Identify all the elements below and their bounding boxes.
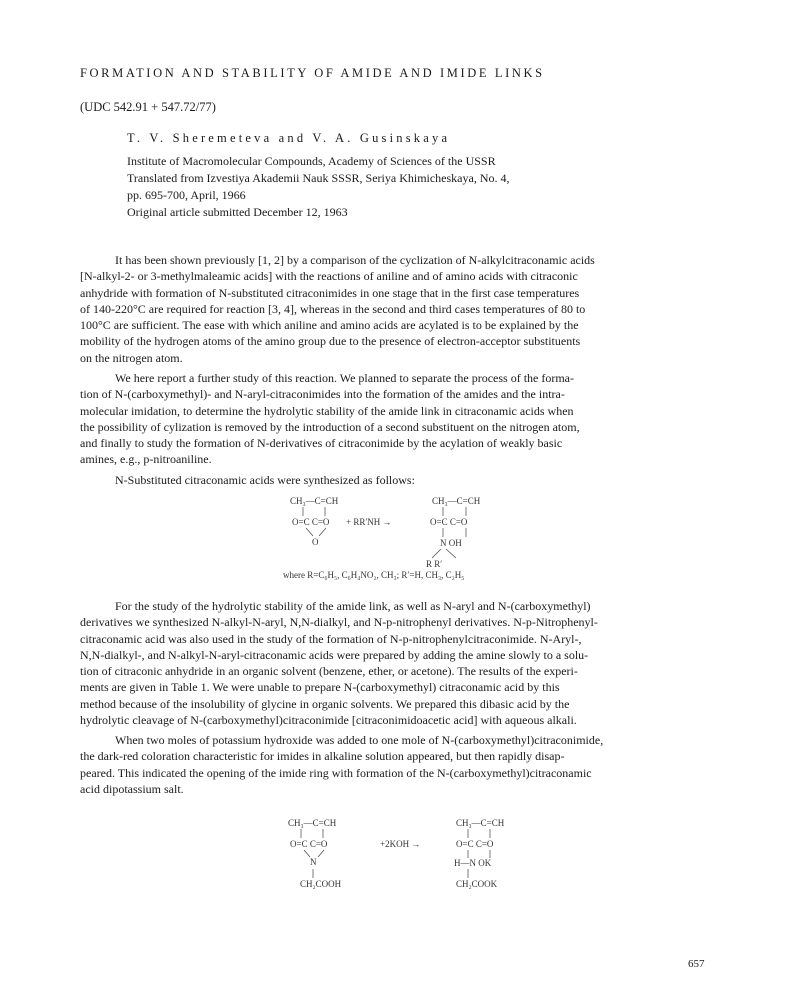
article-title: FORMATION AND STABILITY OF AMIDE AND IMIDE LINKS	[80, 66, 545, 80]
paragraph-plan	[80, 370, 730, 468]
scheme1-right-n: N OH	[440, 538, 462, 548]
text-line: acid dipotassium salt.	[80, 781, 184, 796]
reaction-scheme-1	[270, 492, 570, 582]
text-line: 100°C are sufficient. The ease with which aniline and amino acids are acylated is to be explained by the	[80, 318, 579, 333]
text-line: [N-alkyl-2- or 3-methylmaleamic acids] with the reactions of aniline and of amino acids with citraconic	[80, 269, 578, 284]
text-line: derivatives we synthesized N-alkyl-N-aryl, N,N-dialkyl, and N-p-nitrophenyl derivatives. N-p-Nitrophenyl-	[80, 615, 598, 630]
text-line: amines, e.g., p-nitroaniline.	[80, 452, 212, 467]
scheme2-right-bottom: CH₂COOK	[456, 879, 498, 889]
text-line: and finally to study the formation of N-derivatives of citraconimide by the acylation of weakly basic	[80, 436, 563, 451]
scheme2-left-n: N	[310, 857, 317, 867]
text-line: of 140-220°C are required for reaction [3, 4], whereas in the second and third cases temperatures of 80 to	[80, 301, 586, 316]
scheme1-where-note: where R=C₆H₅, C₆H₄NO₂, CH₃; R′=H, CH₃, C₂H₅	[283, 570, 465, 580]
text-line: N,N-dialkyl-, and N-alkyl-N-aryl-citraconamic acids were prepared by adding the amine slowly to a solu-	[80, 647, 589, 662]
udc-code: (UDC 542.91 + 547.72/77)	[80, 100, 216, 114]
text-line: We here report a further study of this reaction. We planned to separate the process of the forma-	[115, 371, 574, 385]
paragraph-synthesis	[80, 472, 730, 488]
scheme1-right-r: R R′	[426, 559, 443, 569]
affiliation-block	[127, 153, 727, 221]
scheme1-right-top: CH₃—C=CH	[432, 496, 481, 506]
text-line: It has been shown previously [1, 2] by a comparison of the cyclization of N-alkylcitraconamic acids	[115, 253, 595, 267]
scheme2-reagent: +2KOH →	[380, 839, 421, 849]
text-line: mobility of the hydrogen atoms of the amino group due to the presence of electron-acceptor substituents	[80, 334, 581, 349]
paragraph-koh	[80, 732, 730, 797]
authors: T. V. Sheremeteva and V. A. Gusinskaya	[127, 131, 451, 145]
scheme2-left-mid: O=C C=O	[290, 839, 328, 849]
text-line: citraconamic acid was also used in the study of the formation of N-p-nitrophenylcitraconimide. N-Aryl-,	[80, 631, 582, 646]
page-number: 657	[688, 958, 705, 970]
text-line: For the study of the hydrolytic stability of the amide link, as well as N-aryl and N-(carboxymethyl)	[115, 599, 591, 613]
affiliation-line: pp. 695-700, April, 1966	[127, 188, 246, 202]
affiliation-line: Original article submitted December 12, 1963	[127, 205, 348, 219]
text-line: the dark-red coloration characteristic for imides in alkaline solution appeared, but then rapidly disap-	[80, 749, 565, 764]
affiliation-line: Institute of Macromolecular Compounds, Academy of Sciences of the USSR	[127, 154, 496, 168]
paragraph-intro	[80, 252, 730, 366]
text-line: method because of the insolubility of glycine in organic solvents. We prepared this dibasic acid by the	[80, 696, 570, 711]
text-line: hydrolytic cleavage of N-(carboxymethyl)citraconimide [citraconimidoacetic acid] with aqueous alkali.	[80, 713, 577, 728]
scheme1-left-top: CH₃—C=CH	[290, 496, 339, 506]
scheme1-left-mid: O=C C=O	[292, 517, 330, 527]
scheme2-right-top: CH₃—C=CH	[456, 818, 505, 828]
text-line: ments are given in Table 1. We were unable to prepare N-(carboxymethyl) citraconamic acid by this	[80, 680, 560, 695]
text-line: tion of citraconic anhydride in an organic solvent (benzene, ether, or acetone). The results of the experi-	[80, 664, 578, 679]
affiliation-line: Translated from Izvestiya Akademii Nauk SSSR, Seriya Khimicheskaya, No. 4,	[127, 171, 510, 185]
text-line: When two moles of potassium hydroxide was added to one mole of N-(carboxymethyl)citraconimide,	[115, 733, 604, 747]
text-line: molecular imidation, to determine the hydrolytic stability of the amide link in citraconamic acids when	[80, 403, 574, 418]
scheme2-left-bottom: CH₂COOH	[300, 879, 342, 889]
paragraph-hydrolytic	[80, 598, 730, 728]
scheme2-left-top: CH₃—C=CH	[288, 818, 337, 828]
text-line: N-Substituted citraconamic acids were synthesized as follows:	[115, 473, 415, 487]
text-line: peared. This indicated the opening of the imide ring with formation of the N-(carboxymethyl)citraconamic	[80, 765, 592, 780]
text-line: the possibility of cylization is removed by the introduction of a second substituent on the nitrogen atom,	[80, 419, 580, 434]
text-line: tion of N-(carboxymethyl)- and N-aryl-citraconimides into the formation of the amides and the intra-	[80, 387, 565, 402]
scheme1-left-bottom: O	[312, 537, 319, 547]
text-line: anhydride with formation of N-substituted citraconimides in one stage that in the first case temperatures	[80, 285, 580, 300]
scheme1-reagent: + RR′NH →	[346, 517, 392, 527]
scheme2-right-n: H—N OK	[454, 858, 492, 868]
text-line: on the nitrogen atom.	[80, 350, 183, 365]
reaction-scheme-2	[280, 814, 540, 896]
scheme2-right-mid: O=C C=O	[456, 839, 494, 849]
scheme1-right-mid: O=C C=O	[430, 517, 468, 527]
